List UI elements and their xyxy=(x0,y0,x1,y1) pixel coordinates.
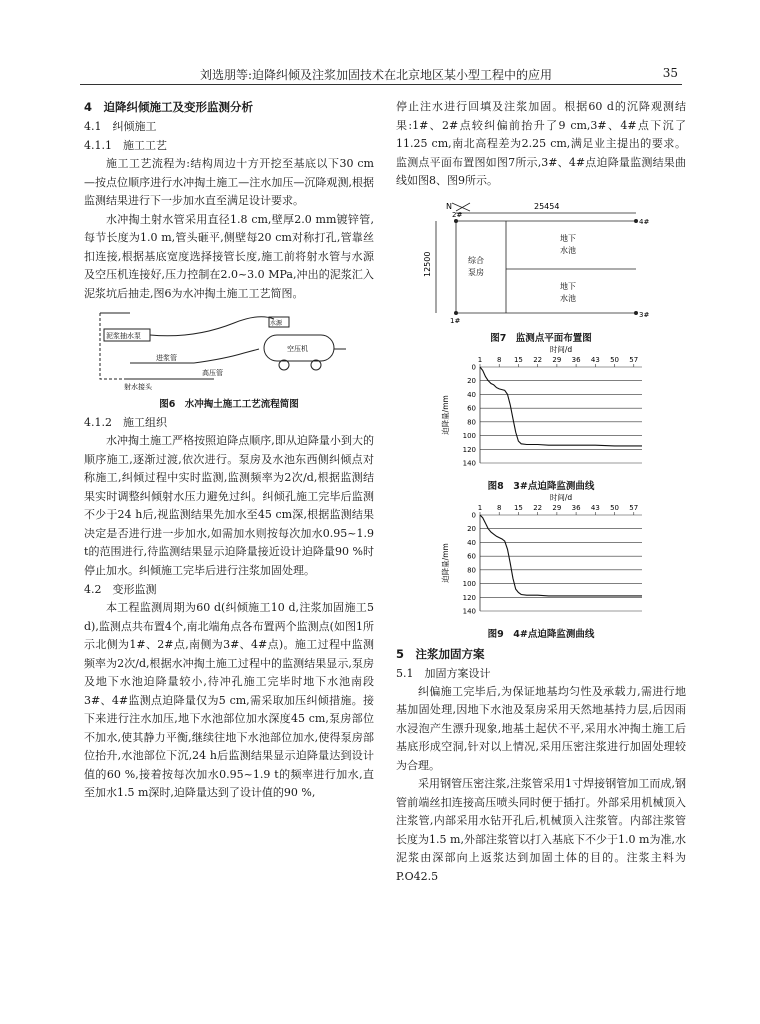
y-tick-label: 40 xyxy=(467,538,476,547)
section-5-heading: 5 注浆加固方案 xyxy=(396,646,485,661)
y-tick-label: 140 xyxy=(462,607,476,615)
figure-9-caption: 图9 4#点迫降监测曲线 xyxy=(487,628,595,640)
x-axis-title: 时间/d xyxy=(549,344,573,354)
paragraph-results: 停止注水进行回填及注浆加固。根据60 d的沉降观测结果:1#、2#点较纠偏前抬升了9 cm,3#、4#点下沉了11.25 cm,南北高程差为2.25 cm,满足业主提出的要求。监测点平面布置图如图7所示,3#、4#点迫降量监测结果曲线如图8、图9所示。 xyxy=(396,100,686,187)
header-title: 刘选朋等:迫降纠倾及注浆加固技术在北京地区某小型工程中的应用 xyxy=(200,68,553,82)
dim-height: 12500 xyxy=(423,251,432,277)
label-hp-pipe: 高压管 xyxy=(202,369,223,377)
paragraph-monitoring: 本工程监测周期为60 d(纠倾施工10 d,注浆加固施工5 d),监测点共布置4个,南北端角点各布置两个监测点(如图1所示北侧为1#、2#点,南侧为3#、4#点)。施工过程中监测频率为2次/d,根据水冲掏土施工过程中的监测结果显示,泵房及地下水池迫降量较小,待冲孔施工完毕时地下水池南段3#、4#监测点迫降量仅为5 cm,需采取加压纠倾措施。接下来进行注水加压,地下水池部位加水深度45 cm,泵房部位不加水,使其静力平衡,继续往地下水池部位加水,使得泵房部位抬升,水池部位下沉,24 h后监测结果显示迫降量达到设计值的60 %,接着按每次加水0.95~1.9 t的频率进行加水,直至加水1.5 m深时,迫降量达到了设计值的90 %, xyxy=(84,601,374,799)
figure-7-plan xyxy=(396,197,686,327)
paragraph-pipe: 水冲掏土射水管采用直径1.8 cm,壁厚2.0 mm镀锌管,每节长度为1.0 m,管头砸平,侧壁每20 cm对称打孔,管靠丝扣连接,根据基底宽度选择接管长度,施工前将射水管与水源及空压机连接好,压力控制在2.0~3.0 MPa,冲出的泥浆汇入泥浆坑后抽走,图6为水冲掏土施工工艺简图。 xyxy=(84,212,374,300)
paragraph-organization: 水冲掏土施工严格按照迫降点顺序,即从迫降量小到大的顺序施工,逐渐过渡,依次进行。泵房及水池东西侧纠倾点对称施工,纠倾过程中实时监测,监测频率为2次/d,根据监测结果实时调整纠倾射水压力避免过纠。纠倾孔施工完毕后监测不少于24 h后,视监测结果先加水至45 cm深,根据监测结果决定是否进行进一步加水,如需加水则按每次加水0.95~1.9 t的范围进行,待监测结果显示迫降量接近设计迫降量90 %时停止加水。纠倾施工完毕后进行注浆加固处理。 xyxy=(84,434,374,577)
figure-6 xyxy=(84,309,374,409)
point-1-marker xyxy=(454,311,458,315)
paragraph-grouting: 采用钢管压密注浆,注浆管采用1寸焊接钢管加工而成,钢管前端丝扣连接高压喷头同时便于插打。外部采用机械顶入注浆管,内部采用水钻开孔后,机械顶入注浆管。内部注浆管长度为1.5 m,外部注浆管以打入基底下不少于1.0 m为准,水泥浆由深部向上返浆达到加固土体的目的。注浆主料为P.O42.5 xyxy=(396,777,686,883)
right-column xyxy=(396,98,686,886)
section-4-heading: 4 迫降纠倾施工及变形监测分析 xyxy=(84,100,253,114)
point-3-marker xyxy=(634,311,638,315)
section-4-1-heading: 4.1 纠倾施工 xyxy=(84,120,157,133)
point-1-label: 1# xyxy=(450,316,461,325)
y-tick-label: 80 xyxy=(467,417,476,426)
figure-8 xyxy=(396,345,686,493)
figure-6-diagram xyxy=(84,309,374,393)
figure-8-caption: 图8 3#点迫降监测曲线 xyxy=(487,480,595,492)
y-tick-label: 100 xyxy=(462,431,476,440)
pool-1-label-2: 水池 xyxy=(560,245,576,255)
x-tick-label: 36 xyxy=(571,503,581,512)
y-tick-label: 20 xyxy=(467,524,476,533)
y-tick-label: 60 xyxy=(467,404,476,413)
pool-1-label-1: 地下 xyxy=(560,233,576,243)
figure-7-caption: 图7 监测点平面布置图 xyxy=(490,332,592,344)
north-label: N xyxy=(446,201,452,211)
figure-9 xyxy=(396,493,686,641)
pool-2-label-2: 水池 xyxy=(560,293,576,303)
label-mud-pump: 泥浆抽水泵 xyxy=(106,332,141,340)
x-tick-label: 36 xyxy=(571,355,581,364)
y-tick-label: 40 xyxy=(467,390,476,399)
figure-9-chart xyxy=(396,493,686,623)
x-tick-label: 8 xyxy=(496,355,502,364)
y-tick-label: 0 xyxy=(471,511,476,519)
running-header xyxy=(80,66,682,85)
y-axis-title: 迫降量/mm xyxy=(441,542,450,583)
label-inlet-pipe: 进浆管 xyxy=(156,354,177,362)
point-3-label: 3# xyxy=(639,310,650,319)
x-tick-label: 8 xyxy=(496,503,502,512)
figure-7 xyxy=(396,197,686,345)
settlement-series-line xyxy=(480,367,642,446)
x-tick-label: 50 xyxy=(610,503,620,512)
y-tick-label: 100 xyxy=(462,579,476,588)
y-tick-label: 60 xyxy=(467,552,476,561)
y-axis-title: 迫降量/mm xyxy=(441,394,450,435)
section-4-1-1-heading: 4.1.1 施工工艺 xyxy=(84,139,167,152)
high-pressure-hose xyxy=(194,349,259,363)
x-tick-label: 43 xyxy=(590,355,600,364)
x-tick-label: 50 xyxy=(610,355,620,364)
x-tick-label: 15 xyxy=(513,503,523,512)
x-tick-label: 57 xyxy=(629,355,639,364)
x-tick-label: 29 xyxy=(552,355,562,364)
point-4-label: 4# xyxy=(639,217,650,226)
y-tick-label: 140 xyxy=(462,459,476,467)
x-tick-label: 1 xyxy=(477,355,483,364)
x-tick-label: 29 xyxy=(552,503,562,512)
pit-outline xyxy=(100,313,124,379)
x-axis-title: 时间/d xyxy=(549,492,573,502)
point-2-marker xyxy=(454,219,458,223)
x-tick-label: 1 xyxy=(477,503,483,512)
point-4-marker xyxy=(634,219,638,223)
y-tick-label: 120 xyxy=(462,593,476,602)
x-tick-label: 15 xyxy=(513,355,523,364)
mud-hose xyxy=(150,317,274,336)
figure-8-chart xyxy=(396,345,686,475)
paragraph-reinforcement: 纠偏施工完毕后,为保证地基均匀性及承载力,需进行地基加固处理,因地下水池及泵房采用天然地基持力层,后因雨水浸泡产生漂升现象,地基土起伏不平,采用水冲掏土施工后基底形成空洞,针对以上情况,采用压密注浆进行加固处理较为合理。 xyxy=(396,684,686,772)
label-jet-joint: 射水接头 xyxy=(124,383,152,391)
y-tick-label: 20 xyxy=(467,376,476,385)
page-number: 35 xyxy=(662,66,678,80)
figure-6-caption: 图6 水冲掏土施工工艺流程简图 xyxy=(159,399,299,410)
section-5-1-heading: 5.1 加固方案设计 xyxy=(396,666,491,680)
north-arrow xyxy=(452,203,470,211)
left-column xyxy=(84,98,374,803)
label-water-source: 水源 xyxy=(270,320,283,327)
paragraph-process: 施工工艺流程为:结构周边十方开挖至基底以下30 cm—按点位顺序进行水冲掏土施工—注水加压—沉降观测,根据监测结果进行下一步加水直至满足设计要求。 xyxy=(84,157,374,207)
x-tick-label: 22 xyxy=(533,355,543,364)
x-tick-label: 43 xyxy=(590,503,600,512)
dim-width: 25454 xyxy=(534,201,560,211)
section-4-1-2-heading: 4.1.2 施工组织 xyxy=(84,416,167,429)
x-tick-label: 22 xyxy=(533,503,543,512)
y-tick-label: 80 xyxy=(467,565,476,574)
pump-house-label-2: 泵房 xyxy=(468,267,484,277)
pool-2-label-1: 地下 xyxy=(560,281,576,291)
label-compressor: 空压机 xyxy=(287,345,308,353)
pump-house-label-1: 综合 xyxy=(468,255,484,265)
section-4-2-heading: 4.2 变形监测 xyxy=(84,583,157,596)
x-tick-label: 57 xyxy=(629,503,639,512)
y-tick-label: 0 xyxy=(471,363,476,371)
point-2-label: 2# xyxy=(452,210,463,219)
y-tick-label: 120 xyxy=(462,445,476,454)
